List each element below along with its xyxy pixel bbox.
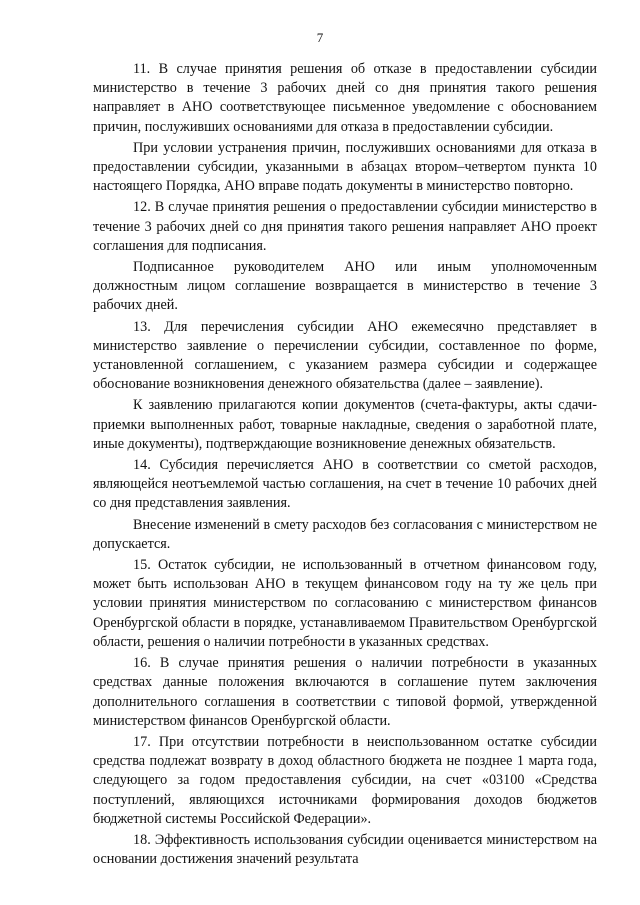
paragraph-16: 16. В случае принятия решения о наличии потребности в указанных средствах данные положения включаются в соглашение путем заключения дополнительного соглашения в соответствии с типовой формой, утвержденной министерством финансов Оренбургской области. (93, 655, 597, 729)
paragraph-12-signed-agreement: Подписанное руководителем АНО или иным уполномоченным должностным лицом соглашение возвращается в министерство в течение 3 рабочих дней. (93, 259, 597, 314)
document-body (93, 60, 597, 871)
paragraph-11: 11. В случае принятия решения об отказе в предоставлении субсидии министерство в течение 3 рабочих дней со дня принятия такого решения направляет в АНО соответствующее письменное уведомление с обоснованием причин, послуживших основаниями для отказа в предоставлении субсидии. (93, 61, 597, 135)
paragraph-13-attachments: К заявлению прилагаются копии документов (счета-фактуры, акты сдачи-приемки выполненных работ, товарные накладные, сведения о заработной плате, иные документы), подтверждающие возникновение денежных обязательств. (93, 397, 597, 452)
paragraph-14: 14. Субсидия перечисляется АНО в соответствии со сметой расходов, являющейся неотъемлемой частью соглашения, на счет в течение 10 рабочих дней со дня представления заявления. (93, 457, 597, 512)
paragraph-13: 13. Для перечисления субсидии АНО ежемесячно представляет в министерство заявление о перечислении субсидии, составленное по форме, установленной соглашением, с указанием размера субсидии и содержащее обоснование возникновения денежного обязательства (далее – заявление). (93, 318, 597, 393)
paragraph-18: 18. Эффективность использования субсидии оценивается министерством на основании достижения значений результата (93, 831, 597, 868)
paragraph-17: 17. При отсутствии потребности в неиспользованном остатке субсидии средства подлежат возврату в доход областного бюджета не позднее 1 марта года, следующего за годом предоставления субсидии, на счет «03100 «Средства поступлений, являющихся источниками формирования доходов бюджетов бюджетной системы Российской Федерации». (93, 733, 597, 827)
page-number: 7 (316, 30, 324, 45)
paragraph-15: 15. Остаток субсидии, не использованный в отчетном финансовом году, может быть использован АНО в текущем финансовом году на ту же цель при условии принятия министерством по согласованию с министерством финансов Оренбургской области в порядке, устанавливаемом Правительством Оренбургской области, решения о наличии потребности в указанных средствах. (93, 557, 597, 650)
paragraph-11-resubmission: При условии устранения причин, послуживших основаниями для отказа в предоставлении субсидии, указанными в абзацах втором–четвертом пункта 10 настоящего Порядка, АНО вправе подать документы в министерство повторно. (93, 139, 597, 195)
paragraph-12: 12. В случае принятия решения о предоставлении субсидии министерство в течение 3 рабочих дней со дня принятия такого решения направляет АНО проект соглашения для подписания. (93, 199, 597, 254)
paragraph-14-estimate-changes: Внесение изменений в смету расходов без согласования с министерством не допускается. (93, 516, 597, 552)
